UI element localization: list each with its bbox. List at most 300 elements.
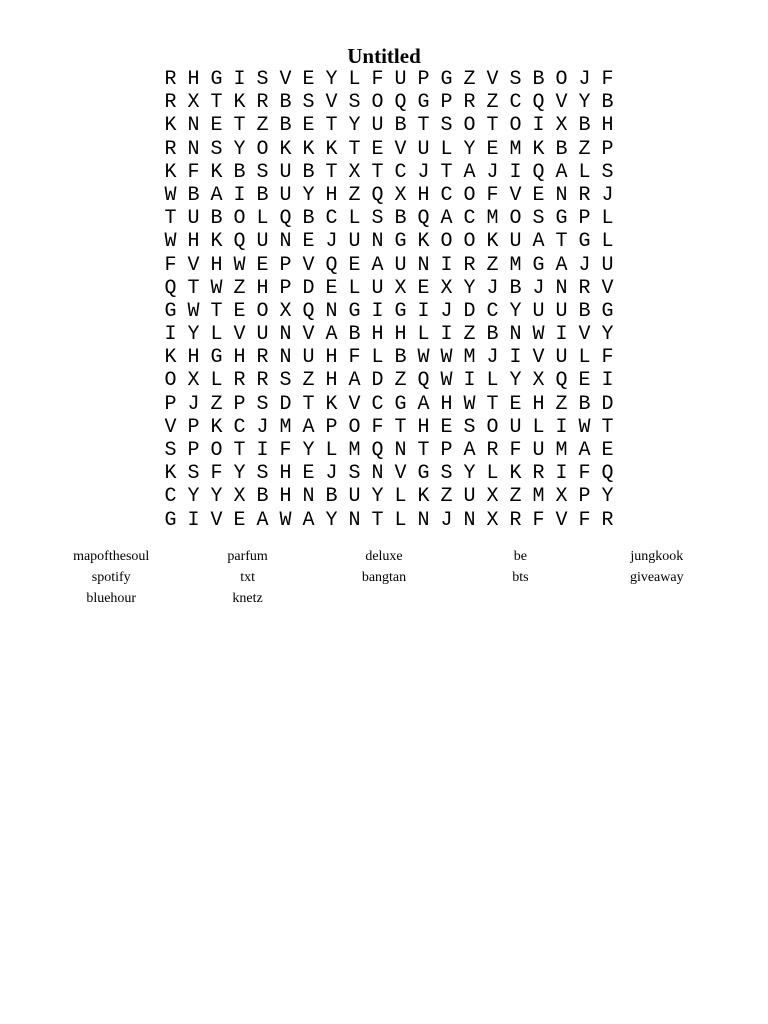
- grid-letter: B: [394, 114, 407, 138]
- grid-letter: X: [187, 369, 200, 393]
- grid-letter: I: [532, 114, 545, 138]
- grid-letter: H: [256, 276, 269, 300]
- grid-letter: Z: [486, 91, 499, 115]
- grid-letter: P: [187, 415, 200, 439]
- grid-letter: M: [532, 485, 545, 509]
- grid-letter: T: [417, 439, 430, 462]
- grid-letter: N: [555, 183, 568, 207]
- grid-letter: T: [325, 114, 338, 138]
- grid-letter: A: [417, 392, 430, 416]
- grid-letter: N: [325, 299, 338, 323]
- grid-letter: T: [164, 207, 177, 231]
- grid-letter: C: [233, 415, 246, 439]
- grid-letter: B: [233, 160, 246, 184]
- grid-letter: J: [440, 508, 453, 532]
- grid-letter: K: [532, 137, 545, 161]
- grid-letter: V: [302, 253, 315, 277]
- grid-letter: F: [532, 508, 545, 532]
- grid-letter: K: [210, 415, 223, 439]
- grid-letter: J: [578, 68, 591, 91]
- grid-letter: J: [601, 183, 614, 207]
- grid-row: [159, 254, 619, 277]
- grid-letter: L: [578, 346, 591, 370]
- grid-letter: N: [279, 230, 292, 254]
- grid-row: [159, 393, 619, 416]
- grid-letter: C: [463, 207, 476, 231]
- grid-letter: R: [578, 276, 591, 300]
- grid-letter: B: [348, 323, 361, 347]
- grid-letter: B: [279, 114, 292, 138]
- grid-letter: I: [463, 369, 476, 393]
- grid-letter: G: [578, 230, 591, 254]
- grid-letter: B: [187, 183, 200, 207]
- grid-letter: J: [532, 276, 545, 300]
- grid-letter: L: [210, 369, 223, 393]
- grid-letter: S: [164, 439, 177, 462]
- grid-letter: K: [302, 137, 315, 161]
- grid-letter: U: [394, 253, 407, 277]
- grid-letter: O: [440, 230, 453, 254]
- grid-letter: O: [348, 415, 361, 439]
- grid-letter: Y: [463, 462, 476, 486]
- grid-letter: U: [601, 253, 614, 277]
- grid-letter: E: [325, 276, 338, 300]
- grid-letter: E: [302, 462, 315, 486]
- grid-letter: B: [578, 299, 591, 323]
- grid-letter: T: [371, 508, 384, 532]
- grid-letter: F: [601, 346, 614, 370]
- grid-letter: S: [601, 160, 614, 184]
- grid-row: [159, 416, 619, 439]
- grid-letter: V: [164, 415, 177, 439]
- grid-letter: D: [601, 392, 614, 416]
- grid-letter: U: [256, 323, 269, 347]
- grid-letter: R: [164, 91, 177, 115]
- grid-row: [159, 114, 619, 137]
- grid-letter: V: [555, 508, 568, 532]
- grid-letter: Q: [371, 183, 384, 207]
- grid-letter: S: [463, 415, 476, 439]
- grid-row: [159, 346, 619, 369]
- grid-letter: Q: [532, 160, 545, 184]
- grid-letter: V: [601, 276, 614, 300]
- grid-letter: P: [440, 91, 453, 115]
- grid-letter: N: [187, 137, 200, 161]
- grid-letter: S: [371, 207, 384, 231]
- grid-letter: L: [394, 485, 407, 509]
- grid-letter: K: [486, 230, 499, 254]
- grid-letter: Q: [233, 230, 246, 254]
- grid-letter: G: [394, 299, 407, 323]
- grid-letter: C: [394, 160, 407, 184]
- grid-letter: A: [532, 230, 545, 254]
- word-list-item: txt: [240, 570, 255, 585]
- grid-letter: J: [325, 462, 338, 486]
- grid-letter: P: [578, 207, 591, 231]
- grid-letter: Y: [509, 299, 522, 323]
- grid-letter: C: [440, 183, 453, 207]
- grid-letter: U: [371, 114, 384, 138]
- grid-letter: S: [210, 137, 223, 161]
- grid-letter: H: [440, 392, 453, 416]
- grid-letter: R: [601, 508, 614, 532]
- grid-letter: F: [348, 346, 361, 370]
- grid-letter: E: [509, 392, 522, 416]
- grid-letter: Z: [348, 183, 361, 207]
- grid-letter: O: [555, 68, 568, 91]
- grid-letter: M: [348, 439, 361, 462]
- grid-letter: A: [440, 207, 453, 231]
- grid-letter: E: [417, 276, 430, 300]
- grid-letter: I: [440, 253, 453, 277]
- word-list-item: bluehour: [86, 591, 137, 606]
- grid-letter: V: [279, 68, 292, 91]
- grid-letter: H: [279, 462, 292, 486]
- grid-letter: X: [394, 276, 407, 300]
- grid-letter: W: [417, 346, 430, 370]
- grid-letter: R: [578, 183, 591, 207]
- grid-letter: Z: [233, 276, 246, 300]
- grid-letter: B: [325, 485, 338, 509]
- grid-letter: L: [601, 207, 614, 231]
- grid-letter: S: [256, 462, 269, 486]
- grid-letter: A: [302, 415, 315, 439]
- grid-letter: P: [164, 392, 177, 416]
- grid-row: [159, 300, 619, 323]
- grid-letter: H: [325, 346, 338, 370]
- grid-row: [159, 138, 619, 161]
- grid-letter: K: [509, 462, 522, 486]
- grid-letter: E: [440, 415, 453, 439]
- grid-letter: U: [394, 68, 407, 91]
- grid-letter: E: [601, 439, 614, 462]
- grid-letter: Y: [348, 114, 361, 138]
- grid-letter: K: [164, 346, 177, 370]
- grid-letter: I: [509, 160, 522, 184]
- grid-letter: S: [256, 392, 269, 416]
- grid-letter: X: [394, 183, 407, 207]
- grid-letter: Q: [532, 91, 545, 115]
- grid-letter: H: [417, 415, 430, 439]
- grid-letter: T: [302, 392, 315, 416]
- grid-letter: M: [555, 439, 568, 462]
- grid-letter: Z: [578, 137, 591, 161]
- grid-letter: S: [302, 91, 315, 115]
- grid-letter: G: [164, 299, 177, 323]
- grid-letter: H: [394, 323, 407, 347]
- grid-letter: V: [187, 253, 200, 277]
- grid-letter: N: [394, 439, 407, 462]
- grid-letter: G: [532, 253, 545, 277]
- grid-letter: K: [233, 91, 246, 115]
- grid-letter: R: [532, 462, 545, 486]
- grid-letter: R: [463, 253, 476, 277]
- grid-letter: N: [417, 253, 430, 277]
- grid-letter: M: [279, 415, 292, 439]
- grid-letter: P: [279, 253, 292, 277]
- grid-letter: V: [394, 137, 407, 161]
- grid-letter: A: [555, 160, 568, 184]
- grid-letter: K: [417, 230, 430, 254]
- grid-letter: H: [187, 346, 200, 370]
- grid-letter: P: [601, 137, 614, 161]
- grid-letter: B: [394, 207, 407, 231]
- grid-letter: B: [302, 207, 315, 231]
- grid-letter: C: [509, 91, 522, 115]
- grid-letter: G: [164, 508, 177, 532]
- grid-letter: W: [578, 415, 591, 439]
- word-list-item: be: [513, 549, 527, 564]
- word-list-item: parfum: [227, 549, 268, 564]
- grid-letter: U: [555, 299, 568, 323]
- grid-letter: I: [417, 299, 430, 323]
- grid-letter: U: [509, 230, 522, 254]
- grid-letter: Q: [325, 253, 338, 277]
- grid-letter: B: [256, 183, 269, 207]
- grid-letter: J: [486, 160, 499, 184]
- grid-letter: R: [164, 68, 177, 91]
- grid-letter: B: [555, 137, 568, 161]
- grid-letter: N: [348, 508, 361, 532]
- grid-letter: S: [187, 462, 200, 486]
- grid-letter: A: [302, 508, 315, 532]
- grid-letter: U: [532, 299, 545, 323]
- grid-letter: D: [302, 276, 315, 300]
- grid-row: [159, 509, 619, 532]
- grid-letter: G: [210, 68, 223, 91]
- grid-letter: H: [325, 183, 338, 207]
- grid-letter: B: [302, 160, 315, 184]
- grid-letter: Z: [555, 392, 568, 416]
- grid-letter: A: [463, 439, 476, 462]
- grid-letter: A: [210, 183, 223, 207]
- grid-letter: F: [164, 253, 177, 277]
- grid-letter: T: [555, 230, 568, 254]
- grid-letter: F: [509, 439, 522, 462]
- grid-letter: W: [210, 276, 223, 300]
- grid-letter: Q: [371, 439, 384, 462]
- grid-letter: N: [463, 508, 476, 532]
- grid-letter: O: [463, 183, 476, 207]
- grid-letter: B: [532, 68, 545, 91]
- grid-letter: I: [256, 439, 269, 462]
- grid-letter: O: [463, 114, 476, 138]
- word-list-item: bangtan: [361, 570, 407, 585]
- grid-letter: Y: [325, 68, 338, 91]
- grid-letter: A: [348, 369, 361, 393]
- grid-letter: U: [532, 439, 545, 462]
- grid-letter: E: [371, 137, 384, 161]
- grid-letter: K: [417, 485, 430, 509]
- grid-letter: T: [233, 439, 246, 462]
- word-search-grid: [159, 68, 619, 532]
- grid-letter: T: [325, 160, 338, 184]
- grid-letter: N: [417, 508, 430, 532]
- grid-letter: K: [279, 137, 292, 161]
- grid-letter: P: [325, 415, 338, 439]
- grid-letter: M: [486, 207, 499, 231]
- grid-letter: F: [371, 68, 384, 91]
- grid-letter: A: [371, 253, 384, 277]
- grid-letter: A: [463, 160, 476, 184]
- grid-letter: N: [279, 323, 292, 347]
- grid-row: [159, 485, 619, 508]
- grid-letter: S: [348, 462, 361, 486]
- grid-letter: O: [233, 207, 246, 231]
- grid-letter: U: [302, 346, 315, 370]
- grid-letter: A: [256, 508, 269, 532]
- grid-letter: S: [509, 68, 522, 91]
- grid-letter: Y: [463, 137, 476, 161]
- grid-letter: X: [233, 485, 246, 509]
- grid-letter: U: [348, 485, 361, 509]
- grid-letter: Q: [417, 207, 430, 231]
- grid-letter: N: [371, 230, 384, 254]
- grid-letter: B: [578, 392, 591, 416]
- grid-letter: E: [486, 137, 499, 161]
- grid-letter: Q: [302, 299, 315, 323]
- grid-letter: B: [486, 323, 499, 347]
- grid-letter: K: [164, 160, 177, 184]
- grid-letter: E: [210, 114, 223, 138]
- grid-letter: F: [187, 160, 200, 184]
- grid-letter: G: [440, 68, 453, 91]
- grid-letter: J: [578, 253, 591, 277]
- grid-letter: B: [394, 346, 407, 370]
- grid-letter: E: [302, 114, 315, 138]
- grid-letter: K: [164, 462, 177, 486]
- grid-letter: T: [394, 415, 407, 439]
- grid-letter: L: [417, 323, 430, 347]
- grid-letter: U: [279, 160, 292, 184]
- grid-letter: J: [417, 160, 430, 184]
- grid-row: [159, 230, 619, 253]
- grid-letter: W: [164, 183, 177, 207]
- grid-letter: Y: [463, 276, 476, 300]
- grid-letter: K: [210, 230, 223, 254]
- grid-letter: B: [578, 114, 591, 138]
- grid-letter: Z: [509, 485, 522, 509]
- grid-letter: I: [233, 68, 246, 91]
- grid-letter: M: [509, 253, 522, 277]
- grid-letter: R: [509, 508, 522, 532]
- page-title: Untitled: [347, 44, 421, 68]
- grid-letter: L: [256, 207, 269, 231]
- grid-letter: W: [440, 346, 453, 370]
- grid-letter: Z: [463, 323, 476, 347]
- grid-letter: Y: [325, 508, 338, 532]
- grid-letter: Z: [394, 369, 407, 393]
- grid-letter: Y: [578, 91, 591, 115]
- word-list-item: bts: [512, 570, 529, 585]
- grid-letter: Z: [302, 369, 315, 393]
- grid-letter: B: [210, 207, 223, 231]
- grid-letter: U: [256, 230, 269, 254]
- grid-letter: V: [325, 91, 338, 115]
- grid-letter: U: [463, 485, 476, 509]
- grid-letter: H: [187, 230, 200, 254]
- grid-letter: Q: [279, 207, 292, 231]
- grid-letter: R: [463, 91, 476, 115]
- grid-letter: I: [371, 299, 384, 323]
- grid-letter: Z: [256, 114, 269, 138]
- grid-letter: H: [325, 369, 338, 393]
- grid-row: [159, 277, 619, 300]
- grid-letter: K: [210, 160, 223, 184]
- grid-letter: U: [187, 207, 200, 231]
- grid-letter: E: [348, 253, 361, 277]
- grid-letter: Z: [210, 392, 223, 416]
- grid-row: [159, 161, 619, 184]
- grid-letter: T: [210, 299, 223, 323]
- grid-letter: V: [233, 323, 246, 347]
- grid-letter: B: [279, 91, 292, 115]
- grid-letter: O: [371, 91, 384, 115]
- grid-letter: E: [302, 230, 315, 254]
- grid-letter: L: [578, 160, 591, 184]
- grid-letter: T: [233, 114, 246, 138]
- grid-letter: U: [348, 230, 361, 254]
- grid-letter: G: [348, 299, 361, 323]
- grid-letter: Q: [601, 462, 614, 486]
- grid-letter: N: [555, 276, 568, 300]
- grid-letter: V: [348, 392, 361, 416]
- grid-letter: Q: [417, 369, 430, 393]
- grid-letter: G: [210, 346, 223, 370]
- grid-letter: W: [463, 392, 476, 416]
- grid-letter: I: [555, 415, 568, 439]
- grid-row: [159, 323, 619, 346]
- grid-row: [159, 462, 619, 485]
- grid-letter: L: [601, 230, 614, 254]
- grid-letter: H: [417, 183, 430, 207]
- grid-letter: T: [440, 160, 453, 184]
- grid-letter: Z: [463, 68, 476, 91]
- grid-letter: X: [348, 160, 361, 184]
- grid-letter: C: [486, 299, 499, 323]
- word-list-item: deluxe: [365, 549, 403, 564]
- grid-letter: I: [233, 183, 246, 207]
- grid-letter: L: [440, 137, 453, 161]
- grid-row: [159, 91, 619, 114]
- grid-letter: Y: [371, 485, 384, 509]
- grid-letter: T: [417, 114, 430, 138]
- grid-letter: K: [325, 392, 338, 416]
- grid-letter: L: [348, 276, 361, 300]
- grid-letter: S: [256, 68, 269, 91]
- grid-letter: L: [371, 346, 384, 370]
- grid-letter: R: [256, 346, 269, 370]
- grid-letter: A: [555, 253, 568, 277]
- grid-letter: D: [371, 369, 384, 393]
- grid-letter: F: [578, 462, 591, 486]
- grid-letter: T: [486, 392, 499, 416]
- grid-letter: U: [555, 346, 568, 370]
- grid-letter: Y: [302, 439, 315, 462]
- grid-letter: J: [325, 230, 338, 254]
- grid-letter: L: [325, 439, 338, 462]
- grid-letter: T: [601, 415, 614, 439]
- grid-letter: Y: [509, 369, 522, 393]
- grid-letter: O: [164, 369, 177, 393]
- word-list-item: giveaway: [629, 570, 684, 585]
- grid-letter: C: [164, 485, 177, 509]
- grid-letter: X: [187, 91, 200, 115]
- grid-letter: Y: [302, 183, 315, 207]
- grid-letter: B: [601, 91, 614, 115]
- grid-letter: I: [601, 369, 614, 393]
- grid-letter: V: [509, 183, 522, 207]
